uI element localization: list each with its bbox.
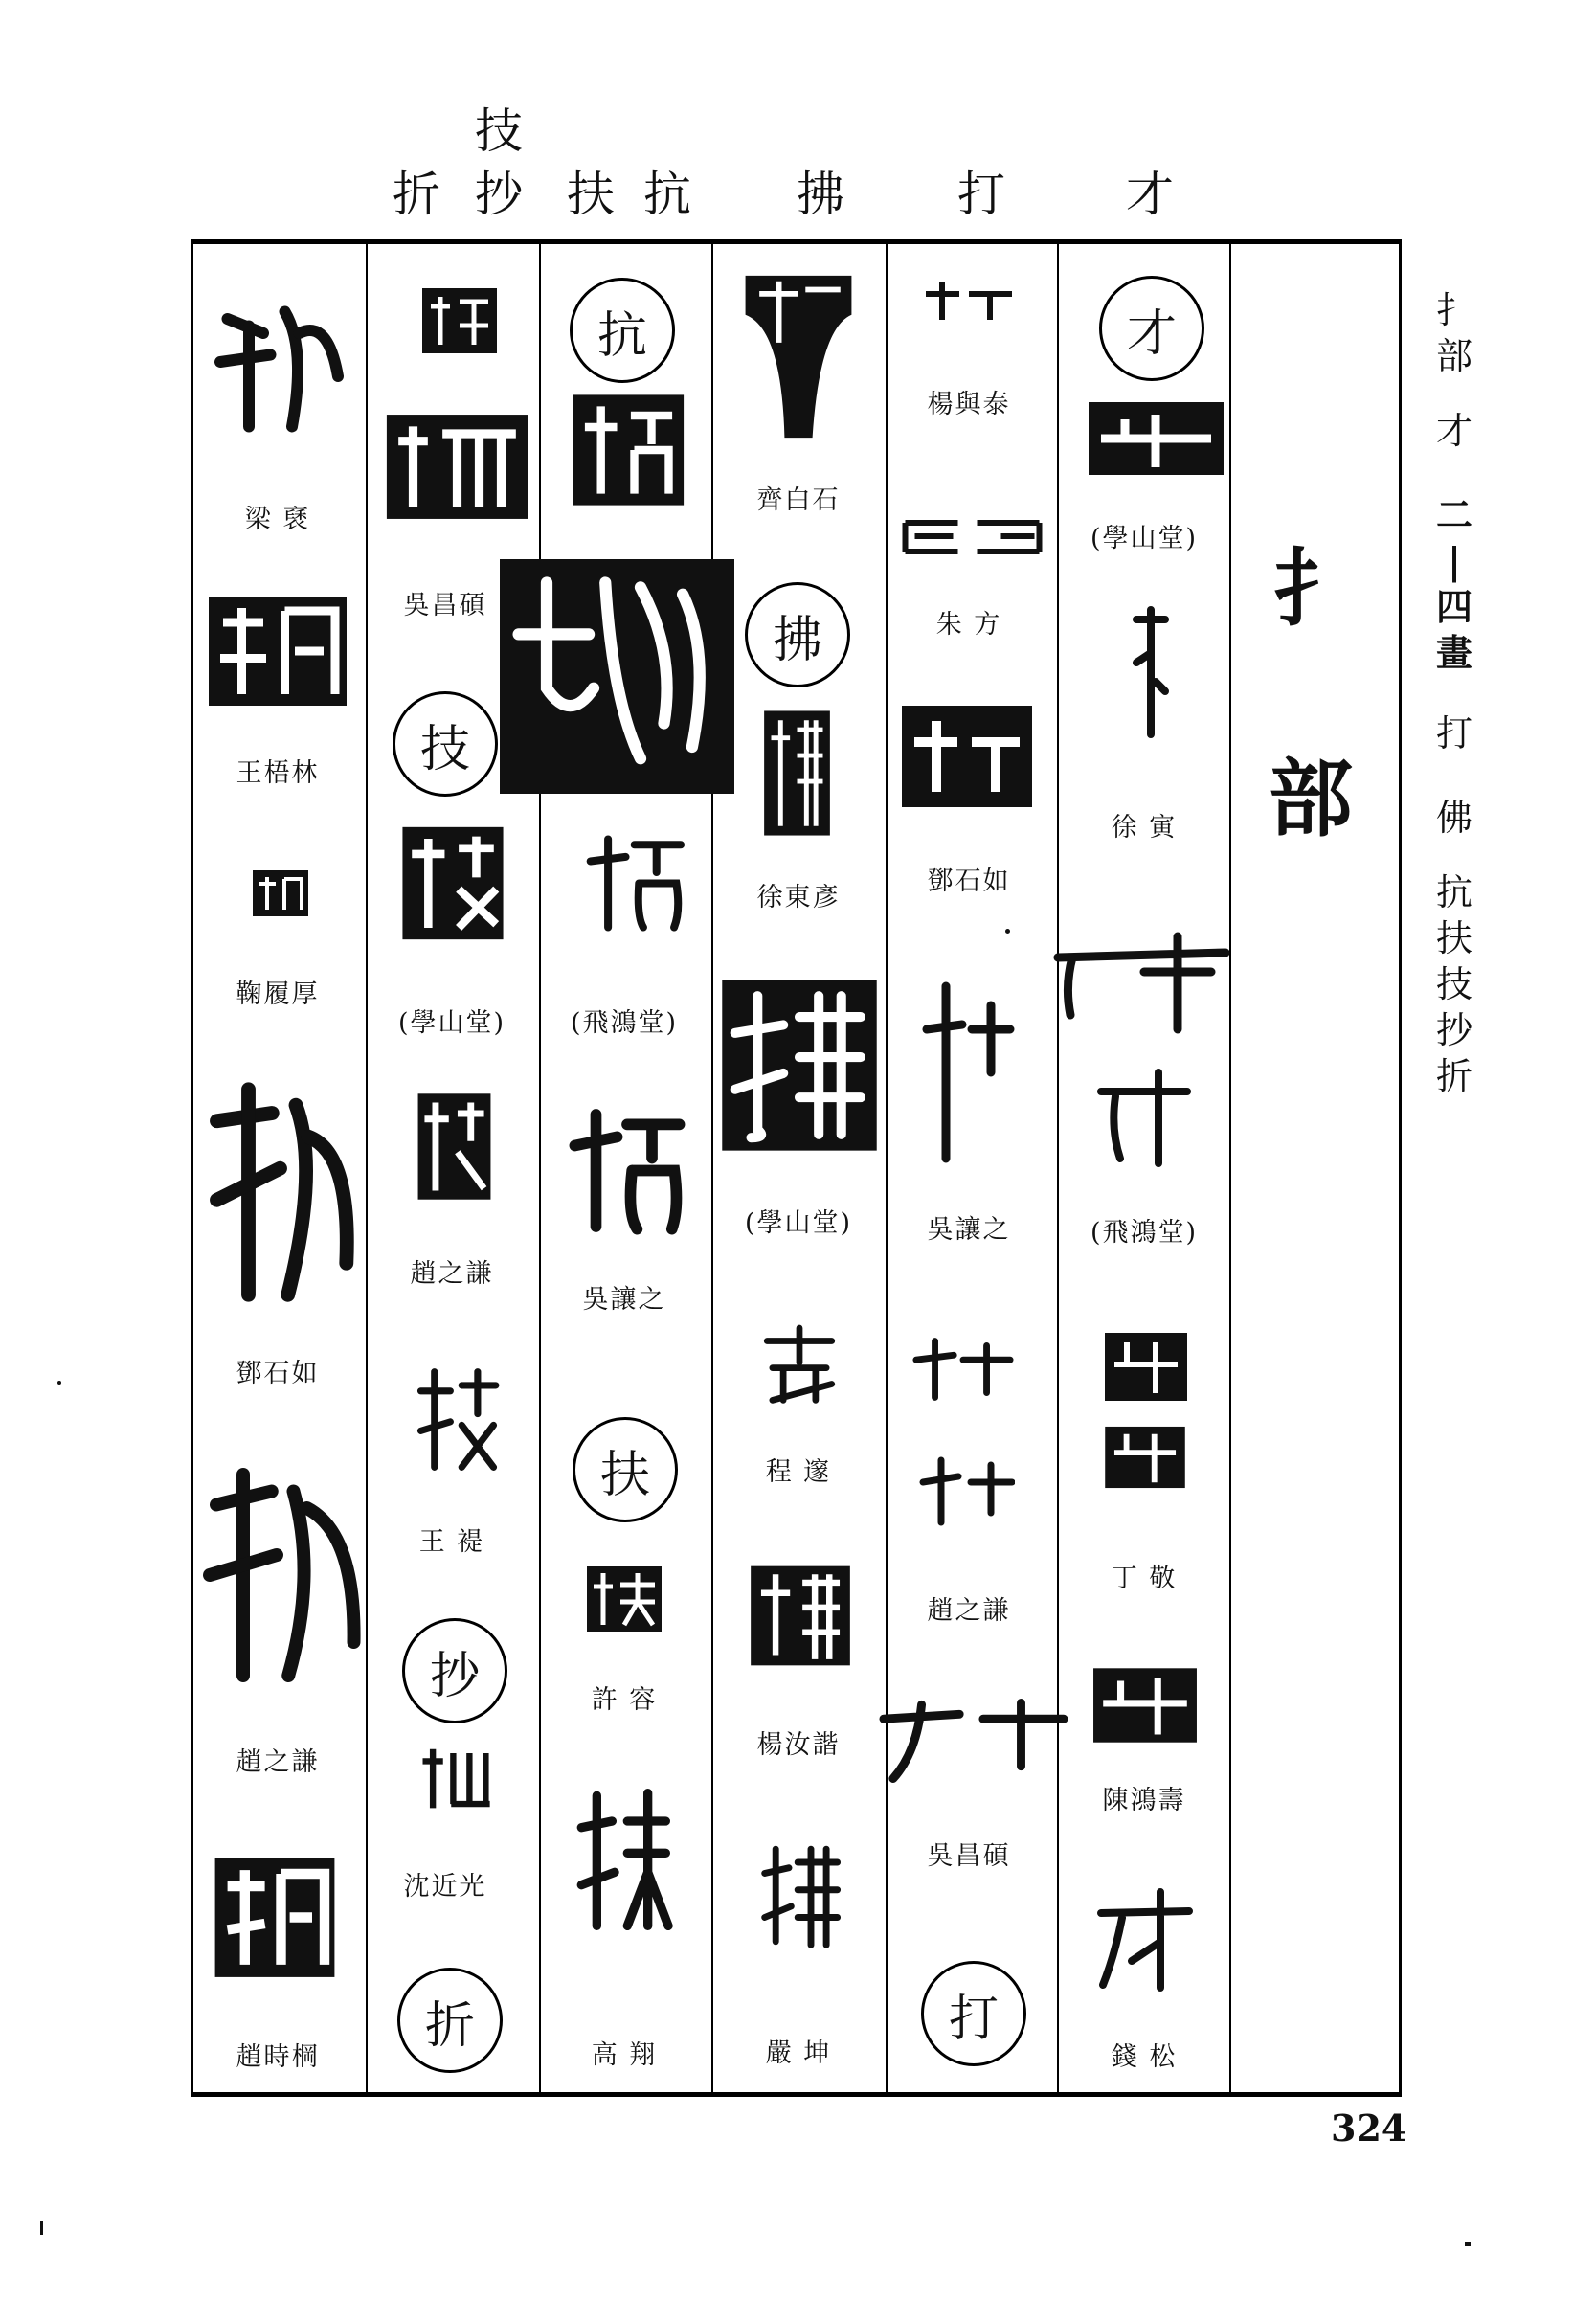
sidebar-item: 部 [1435, 335, 1472, 377]
table-frame [191, 239, 1402, 2097]
collection-label: (飛鴻堂) [570, 1008, 679, 1038]
column-divider [539, 239, 541, 2097]
column-divider [886, 239, 888, 2097]
sidebar-item: 扌 [1435, 289, 1472, 331]
scan-speck [1465, 2242, 1471, 2246]
seal-cai-4 [1091, 1063, 1197, 1168]
seal-fu2-2 [761, 709, 833, 838]
seal-cai-2 [1122, 605, 1180, 739]
seal-ji-1 [400, 823, 506, 943]
header-char-ji: 技 [475, 103, 523, 159]
collection-label: (學山堂) [1090, 524, 1199, 553]
artist-label: 鞠履厚 [236, 980, 320, 1009]
sidebar-item: 畫 [1435, 631, 1472, 674]
column-divider [1057, 239, 1059, 2097]
seal-fu2-4 [756, 1319, 843, 1406]
character-circle-chao: 抄 [402, 1618, 507, 1723]
collection-label: (飛鴻堂) [1090, 1218, 1199, 1248]
artist-label: 嚴 坤 [765, 2038, 832, 2068]
seal-chao-1 [421, 287, 498, 354]
artist-label: 陳鴻壽 [1102, 1786, 1186, 1815]
collection-label: (學山堂) [744, 1208, 853, 1238]
sidebar-index [1421, 287, 1488, 1099]
header-char-fu: 扶 [567, 167, 615, 222]
seal-zhe-1 [206, 271, 349, 453]
sidebar-item: 抗 [1435, 871, 1472, 913]
seal-cai-1 [1087, 400, 1225, 477]
seal-da-7 [879, 1695, 1068, 1786]
seal-da-3 [900, 704, 1034, 809]
artist-label: 沈近光 [403, 1872, 487, 1902]
artist-label: 楊汝諧 [756, 1730, 841, 1760]
artist-label: 丁 敬 [1111, 1564, 1178, 1593]
artist-label: 王梧林 [236, 758, 320, 788]
artist-label: 趙之謙 [236, 1747, 320, 1777]
seal-ji-2 [414, 1092, 495, 1202]
seal-da-6 [917, 1455, 1015, 1527]
character-circle-zhe: 折 [397, 1968, 503, 2073]
seal-kang-3 [565, 1101, 689, 1240]
seal-fu2-3 [718, 977, 881, 1154]
seal-cai-7 [1091, 1666, 1199, 1745]
header-char-chao: 抄 [475, 167, 523, 222]
artist-label: 吳昌碩 [403, 591, 487, 620]
artist-label: 趙之謙 [927, 1596, 1011, 1626]
scan-speck [40, 2221, 43, 2235]
character-circle-da: 打 [921, 1961, 1026, 2066]
sidebar-item: 佛 [1435, 797, 1472, 839]
artist-label: 徐 寅 [1111, 813, 1178, 843]
artist-label: 朱 方 [935, 610, 1002, 640]
header-char-zhe: 折 [393, 167, 440, 222]
artist-label: 吳讓之 [927, 1215, 1011, 1245]
header-char-fu2: 拂 [797, 167, 844, 222]
artist-label: 趙時棡 [236, 2042, 320, 2072]
seal-kang-2 [579, 828, 694, 938]
artist-label: 齊白石 [756, 485, 841, 515]
seal-fu2-1 [741, 273, 856, 440]
seal-cai-8 [1093, 1884, 1199, 1994]
section-radical: 扌 [1273, 538, 1359, 638]
artist-label: 吳昌碩 [927, 1841, 1011, 1871]
artist-label: 鄧石如 [236, 1359, 320, 1388]
seal-ji-3 [412, 1360, 503, 1479]
header-char-kang: 抗 [643, 167, 691, 222]
page-number: 324 [1331, 2106, 1407, 2150]
sidebar-item: 四 [1435, 585, 1472, 628]
seal-da-2 [898, 515, 1046, 558]
artist-label: 趙之謙 [410, 1259, 494, 1289]
seal-cai-6 [1103, 1425, 1187, 1490]
header-char-cai: 才 [1126, 167, 1174, 222]
character-circle-fu: 扶 [573, 1417, 678, 1522]
scan-speck [57, 1381, 61, 1385]
sidebar-item: 抄 [1435, 1009, 1472, 1051]
seal-da-1 [921, 280, 1017, 323]
seal-zhe-2 [206, 594, 349, 709]
column-divider [1229, 239, 1231, 2097]
sidebar-item: 技 [1435, 963, 1472, 1005]
column-divider [366, 239, 368, 2097]
seal-cai-3 [1053, 929, 1235, 1034]
seal-zhe-6 [213, 1853, 337, 1982]
seal-fu2-5 [749, 1561, 852, 1671]
character-circle-cai: 才 [1099, 276, 1204, 381]
seal-fu2-6 [754, 1840, 845, 1950]
sidebar-item: 才 [1435, 410, 1472, 452]
sidebar-item: 折 [1435, 1055, 1472, 1097]
artist-label: 王 褆 [418, 1527, 485, 1557]
section-bu: 部 [1269, 749, 1354, 848]
sidebar-item: 二 [1435, 493, 1472, 536]
artist-label: 楊與泰 [927, 390, 1011, 419]
seal-chao-3 [415, 1743, 496, 1814]
seal-chao-2 [383, 412, 531, 522]
sidebar-item: 扶 [1435, 917, 1472, 959]
header-char-da: 打 [957, 167, 1005, 222]
seal-zhe-4 [201, 1072, 359, 1312]
seal-da-5 [911, 1336, 1015, 1403]
scan-speck [1005, 929, 1010, 934]
artist-label: 程 邃 [765, 1457, 832, 1487]
seal-fu-1 [586, 1565, 663, 1633]
artist-label: 吳讓之 [582, 1285, 666, 1315]
artist-label: 徐東彥 [756, 883, 841, 912]
artist-label: 鄧石如 [927, 867, 1011, 896]
seal-kang-1 [569, 393, 688, 507]
seal-cai-5 [1103, 1331, 1189, 1403]
sidebar-item: | [1448, 539, 1461, 582]
seal-da-4 [919, 977, 1015, 1163]
collection-label: (學山堂) [397, 1008, 506, 1038]
character-circle-ji: 技 [393, 691, 498, 797]
artist-label: 許 容 [591, 1685, 658, 1715]
artist-label: 錢 松 [1111, 2042, 1178, 2072]
character-circle-kang: 抗 [570, 278, 675, 383]
seal-zhe-3 [251, 869, 310, 917]
column-divider [711, 239, 713, 2097]
seal-fu-2 [570, 1783, 675, 1936]
seal-zhe-large [500, 558, 734, 795]
sidebar-item: 打 [1435, 712, 1472, 755]
header-title-row [0, 0, 1596, 239]
character-circle-fu2: 拂 [745, 582, 850, 687]
seal-zhe-5 [196, 1455, 364, 1695]
artist-label: 高 翔 [591, 2040, 658, 2070]
artist-label: 梁 褎 [244, 505, 311, 534]
